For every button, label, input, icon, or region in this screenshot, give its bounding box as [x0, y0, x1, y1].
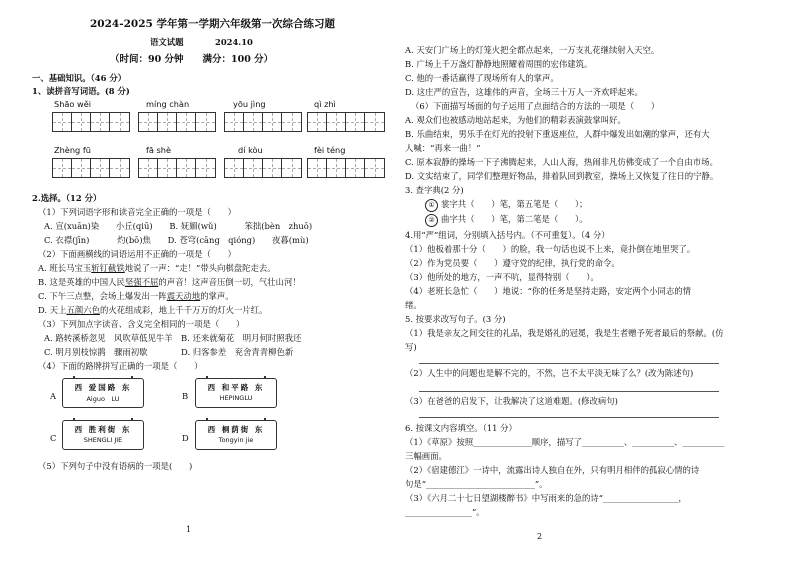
q2-5-stem: （5）下列句子中没有语病的一项是( )	[38, 461, 193, 471]
exam-date: 2024.10	[215, 37, 253, 47]
q6-item-1-cont: 三幅画面。	[405, 451, 447, 461]
q5-answer-line-3[interactable]	[419, 416, 719, 418]
q2-4-stem: （4）下面的路牌拼写正确的一项是（ ）	[38, 361, 203, 371]
q2-2-option-d: D. 天上五颜六色的火花组成彩，地上千千万万的灯火一片红。	[38, 305, 268, 315]
q3-heading: 3. 查字典(2 分)	[405, 185, 464, 195]
exam-title: 2024-2025 学年第一学期六年级第一次综合练习题	[90, 18, 335, 30]
q2-2-stem: （2）下面画横线的词语运用不正确的一项是（ ）	[38, 249, 236, 259]
sign-a-letter: A	[50, 391, 57, 401]
q2-3-stem: （3）下列加点字读音、含义完全相同的一项是（ ）	[38, 319, 245, 329]
pinyin-7: dí kòu	[238, 145, 263, 155]
page-number-2: 2	[537, 532, 543, 541]
q2-1-option-ab: A. 宣(xuān)染 小丘(qiū) B. 妩媚(wǔ) 笨拙(bèn zhuō)	[44, 221, 313, 231]
q3-item-2: ② 曲字共（ ）笔，第二笔是（ ）。	[425, 213, 588, 227]
q1-heading: 1、读拼音写词语。(8 分)	[32, 86, 130, 96]
q2-5-option-b: B. 广场上千万盏灯静静地照耀着周围的宏伟建筑。	[405, 59, 593, 69]
q2-6-stem: （6）下面描写场面的句子运用了点面结合的方法的一项是（ ）	[411, 101, 660, 111]
q5-item-1-cont: 写)	[405, 342, 417, 352]
writing-grid-2[interactable]	[138, 112, 216, 132]
pinyin-6: fā shè	[146, 145, 171, 155]
time-score: （时间：90 分钟 满分：100 分）	[110, 54, 274, 65]
pinyin-8: fèi téng	[314, 145, 346, 155]
q2-5-option-c: C. 他的一番话赢得了现场所有人的掌声。	[405, 73, 559, 83]
q2-5-option-d: D. 这庄严的宣告，这雄伟的声音，全场三十万人一齐欢呼起来。	[405, 87, 643, 97]
writing-grid-4[interactable]	[307, 112, 385, 132]
q2-heading: 2.选择。（12 分）	[32, 193, 102, 203]
writing-grid-1[interactable]	[52, 112, 130, 132]
q4-item-1: （1）他板着那十分（ ）的脸，我一句话也说不上来，竟扑倒在地里哭了。	[405, 244, 696, 254]
road-sign-c: 西 胜利街 东 SHENGLI JIE	[62, 420, 144, 450]
writing-grid-8[interactable]	[307, 158, 385, 178]
q6-item-2-cont: 句是“__________________________”。	[405, 479, 548, 489]
writing-grid-6[interactable]	[138, 158, 216, 178]
q2-3-option-cd: C. 明月别枝惊鹊 骤雨初歇 D. 归客参差 兖舍青青柳色新	[44, 347, 294, 357]
q2-6-option-c: C. 原本寂静的操场一下子沸腾起来，人山人海，热闹非凡仿佛变成了一个自由市场。	[405, 157, 718, 167]
road-sign-d: 西 桐荫街 东 Tongyin jie	[195, 420, 277, 450]
q5-item-3: （3）在爸爸的启发下，让我解决了这道难题。(修改病句)	[405, 396, 618, 406]
q2-2-option-a: A. 班长马宝玉斩钉截铁地说了一声：“走！”带头向棋盘陀走去。	[38, 263, 276, 273]
pinyin-3: yōu jìng	[233, 99, 266, 109]
q2-6-option-a: A. 观众们也被感动地站起来，为他们的精彩表演鼓掌叫好。	[405, 115, 626, 125]
pinyin-4: qì zhì	[314, 99, 336, 109]
q4-item-3: （3）他所处的地方，一声不吭，显得特别（ ）。	[405, 272, 599, 282]
sign-b-letter: B	[182, 391, 189, 401]
road-sign-b: 西 和平路 东 HEPINGLU	[195, 378, 277, 408]
q5-answer-line-2[interactable]	[419, 390, 719, 392]
q2-6-option-b: B. 乐曲结束，男乐手在灯光的投射下重返座位，人群中爆发出如潮的掌声，还有大	[405, 129, 710, 139]
q6-item-3: （3）《六月二十七日望湖楼醉书》中写雨来的急的诗“__________________，	[405, 493, 687, 503]
q2-1-stem: （1）下列词语字形和读音完全正确的一项是（ ）	[38, 207, 236, 217]
q5-answer-line-1[interactable]	[419, 362, 719, 364]
q2-2-option-b: B. 这是英雄的中国人民坚强不屈的声音！这声音压倒一切，气壮山河！	[38, 277, 301, 287]
subject-label: 语文试题	[150, 37, 184, 47]
sign-d-letter: D	[182, 433, 189, 443]
q5-heading: 5. 按要求改写句子。(3 分)	[405, 314, 506, 324]
section-1-heading: 一、基础知识。（46 分）	[32, 73, 127, 83]
q2-5-option-a: A. 天安门广场上的灯笼火把全都点起来，一万支礼花继续射入天空。	[405, 45, 660, 55]
q4-item-2: （2）作为党员要（ ）遵守党的纪律，执行党的命令。	[405, 258, 620, 268]
pinyin-2: míng chàn	[146, 99, 190, 109]
q6-item-3-cont: ________________”。	[405, 507, 485, 517]
q4-item-4-cont: 绪。	[405, 300, 422, 310]
pinyin-1: Shāo wěi	[54, 99, 92, 109]
pinyin-5: Zhèng fū	[54, 145, 91, 155]
q2-3-option-ab: A. 路转溪桥忽见 风吹草低见牛羊 B. 还来就菊花 明月何时照我还	[44, 333, 302, 343]
q6-heading: 6. 按课文内容填空。（11 分）	[405, 423, 517, 433]
page-number-1: 1	[186, 525, 192, 534]
q2-6-option-d: D. 文实结束了，同学们整理好物品，排着队回到教室，操场上又恢复了往日的宁静。	[405, 171, 719, 181]
q2-6-option-b-cont: 人喊：“再来一曲！”	[405, 143, 481, 153]
exam-page-2	[397, 0, 794, 561]
q4-heading: 4.用“严”组词，分别填入括号内。（不可重复）。（4 分）	[405, 230, 610, 240]
writing-grid-3[interactable]	[224, 112, 302, 132]
q5-item-1: （1）我是亲友之间交往的礼品，我是婚礼的冠冕，我是生者赠予死者最后的祭献。(仿	[405, 328, 724, 338]
sign-c-letter: C	[50, 433, 57, 443]
q2-2-option-c: C. 下午三点整，会场上爆发出一阵震天动地的掌声。	[38, 291, 234, 301]
q4-item-4: （4）老班长急忙（ ）地说：“你的任务是坚持走路，安定两个小同志的情	[405, 286, 691, 296]
q5-item-2: （2）人生中的问题也是解不完的，不然，岂不太平淡无味了么？(改为陈述句)	[405, 368, 694, 378]
q6-item-2: （2）《宿建德江》一诗中，流露出诗人独自在外，只有明月相伴的孤寂心情的诗	[405, 465, 700, 475]
q6-item-1: （1）《草原》按照______________顺序，描写了__________、__________、__________	[405, 437, 725, 447]
q2-1-option-cd: C. 衣襟(jīn) 灼(bō)焦 D. 苍穹(cāng qióng) 夜暮(mù)	[44, 235, 309, 245]
writing-grid-5[interactable]	[52, 158, 130, 178]
road-sign-a: 西 爱国路 东 Aiguo LU	[62, 378, 144, 408]
q3-item-1: ① 裳字共（ ）笔，第五笔是（ ）；	[425, 198, 588, 212]
writing-grid-7[interactable]	[224, 158, 302, 178]
